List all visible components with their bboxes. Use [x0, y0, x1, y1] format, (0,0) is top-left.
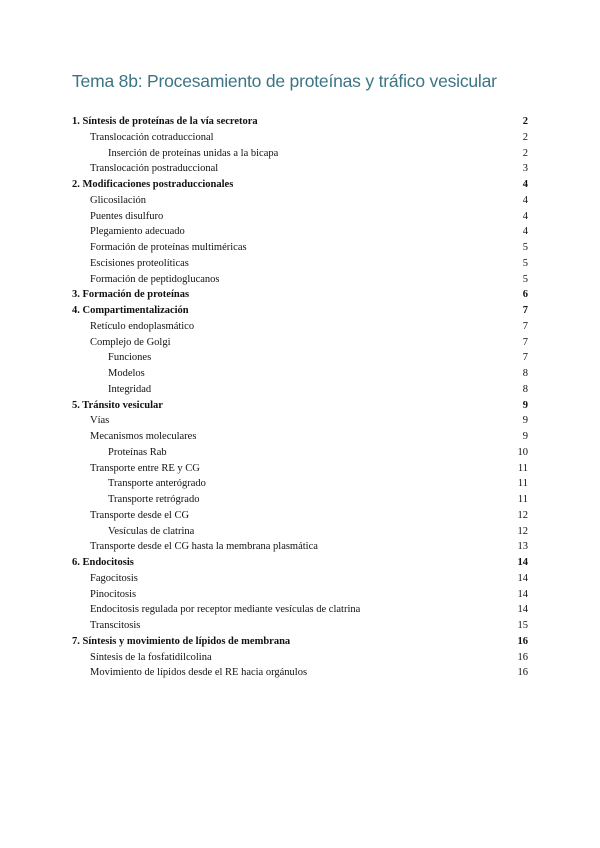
toc-page-number: 8: [522, 368, 528, 379]
toc-page-number: 13: [517, 541, 528, 553]
toc-subsection[interactable]: [72, 665, 528, 681]
toc-subsubsection[interactable]: [72, 382, 528, 398]
toc-page-number: 12: [517, 525, 528, 537]
toc-page-number: 6: [522, 289, 528, 301]
toc-section[interactable]: [72, 177, 528, 193]
toc-page-number: 7: [522, 320, 528, 332]
toc-entry-text: Formación de proteínas multiméricas: [90, 242, 247, 253]
toc-page-number: 9: [522, 415, 528, 427]
toc-entry-text: 7. Síntesis y movimiento de lípidos de membrana: [72, 635, 291, 647]
toc-entry-text: Inserción de proteínas unidas a la bicapa: [108, 147, 279, 159]
toc-entry-text: 3. Formación de proteínas: [72, 289, 190, 301]
toc-subsection[interactable]: [72, 272, 528, 288]
toc-page-number: 4: [522, 226, 528, 238]
toc-page-number: 4: [522, 194, 528, 206]
toc-entry-text: Funciones: [108, 352, 152, 364]
toc-page-number: 2: [522, 147, 528, 159]
toc-section[interactable]: [72, 398, 528, 414]
toc-subsection[interactable]: [72, 618, 528, 634]
toc-subsection[interactable]: [72, 429, 528, 445]
toc-page-number: 5: [522, 257, 528, 269]
toc-page-number: 14: [517, 604, 528, 616]
toc-subsection[interactable]: [72, 224, 528, 240]
toc-entry-text: Vesículas de clatrina: [108, 525, 195, 537]
toc-subsection[interactable]: [72, 161, 528, 177]
toc-subsection[interactable]: [72, 130, 528, 146]
toc-subsubsection[interactable]: [72, 492, 528, 508]
toc-subsubsection[interactable]: [72, 350, 528, 366]
toc-subsection[interactable]: [72, 539, 528, 555]
toc-entry-text: Transporte desde el CG hasta la membrana plasmática: [90, 541, 318, 553]
toc-entry-text: Mecanismos moleculares: [90, 431, 197, 442]
toc-subsection[interactable]: [72, 256, 528, 272]
toc-subsection[interactable]: [72, 461, 528, 477]
toc-subsubsection[interactable]: [72, 366, 528, 382]
toc-section[interactable]: [72, 114, 528, 130]
toc-subsection[interactable]: [72, 193, 528, 209]
toc-entry-text: Integridad: [108, 383, 152, 395]
toc-page-number: 16: [517, 651, 528, 663]
toc-page-number: 9: [522, 399, 528, 411]
toc-page-number: 5: [522, 273, 528, 285]
toc-entry-text: Escisiones proteolíticas: [90, 257, 189, 269]
toc-entry-text: 1. Síntesis de proteínas de la vía secretora: [72, 116, 258, 127]
toc-entry-text: Complejo de Golgi: [90, 336, 171, 348]
toc-page-number: 10: [517, 446, 528, 458]
toc-page-number: 7: [522, 305, 528, 316]
toc-subsubsection[interactable]: [72, 146, 528, 162]
toc-entry-text: Formación de peptidoglucanos: [90, 273, 220, 285]
toc-subsection[interactable]: [72, 413, 528, 429]
toc-entry-text: 6. Endocitosis: [72, 557, 134, 568]
toc-section[interactable]: [72, 287, 528, 303]
toc-entry-text: Síntesis de la fosfatidilcolina: [90, 651, 212, 663]
toc-page-number: 15: [517, 620, 528, 631]
toc-page-number: 7: [522, 336, 528, 348]
toc-page-number: 9: [522, 431, 528, 442]
toc-page-number: 16: [517, 667, 528, 679]
toc-entry-text: Retículo endoplasmático: [90, 320, 195, 332]
toc-subsection[interactable]: [72, 240, 528, 256]
toc-entry-text: Puentes disulfuro: [90, 210, 164, 222]
toc-subsection[interactable]: [72, 508, 528, 524]
toc-entry-text: Translocación cotraduccional: [90, 131, 214, 143]
toc-entry-text: Translocación postraduccional: [90, 163, 219, 175]
toc-entry-text: Transporte retrógrado: [108, 494, 200, 505]
toc-entry-text: 5. Tránsito vesicular: [72, 399, 163, 411]
toc-entry-text: Plegamiento adecuado: [90, 226, 185, 238]
toc-page-number: 12: [517, 509, 528, 521]
toc-page-number: 11: [517, 494, 528, 505]
toc-page-number: 14: [517, 572, 528, 584]
toc-page-number: 4: [522, 210, 528, 222]
toc-entry-text: Transporte desde el CG: [90, 509, 190, 521]
toc-subsubsection[interactable]: [72, 445, 528, 461]
toc-subsection[interactable]: [72, 335, 528, 351]
toc-entry-text: Transcitosis: [90, 620, 141, 631]
toc-page-number: 7: [522, 352, 528, 364]
toc-entry-text: Movimiento de lípidos desde el RE hacia orgánulos: [90, 667, 308, 679]
toc-entry-text: Proteínas Rab: [108, 446, 167, 458]
toc-subsubsection[interactable]: [72, 524, 528, 540]
toc-subsection[interactable]: [72, 602, 528, 618]
toc-entry-text: Glicosilación: [90, 194, 146, 206]
toc-page-number: 3: [522, 163, 528, 175]
toc-section[interactable]: [72, 634, 528, 650]
toc-subsection[interactable]: [72, 209, 528, 225]
toc-entry-text: Modelos: [108, 368, 145, 379]
toc-subsection[interactable]: [72, 319, 528, 335]
toc-subsubsection[interactable]: [72, 476, 528, 492]
toc-subsection[interactable]: [72, 650, 528, 666]
toc-page-number: 2: [522, 131, 528, 143]
toc-entry-text: Fagocitosis: [90, 572, 138, 584]
toc-section[interactable]: [72, 303, 528, 319]
toc-entry-text: Pinocitosis: [90, 588, 137, 600]
table-of-contents: [72, 114, 528, 681]
toc-page-number: 14: [517, 557, 528, 568]
toc-page-number: 11: [517, 462, 528, 474]
toc-page-number: 16: [517, 635, 528, 647]
toc-page-number: 11: [517, 478, 528, 490]
toc-entry-text: Endocitosis regulada por receptor mediante vesículas de clatrina: [90, 604, 361, 616]
toc-page-number: 5: [522, 242, 528, 253]
page-title: Tema 8b: Procesamiento de proteínas y tráfico vesicular: [72, 71, 497, 91]
toc-subsection[interactable]: [72, 571, 528, 587]
toc-page-number: 2: [522, 116, 528, 127]
toc-section[interactable]: [72, 555, 528, 571]
toc-page-number: 8: [522, 383, 528, 395]
toc-entry-text: 2. Modificaciones postraduccionales: [72, 179, 234, 190]
toc-entry-text: 4. Compartimentalización: [72, 305, 189, 316]
toc-subsection[interactable]: [72, 587, 528, 603]
toc-entry-text: Vías: [90, 415, 110, 427]
toc-page-number: 14: [517, 588, 528, 600]
toc-entry-text: Transporte anterógrado: [108, 478, 206, 490]
toc-entry-text: Transporte entre RE y CG: [90, 462, 200, 474]
toc-page-number: 4: [522, 179, 528, 190]
